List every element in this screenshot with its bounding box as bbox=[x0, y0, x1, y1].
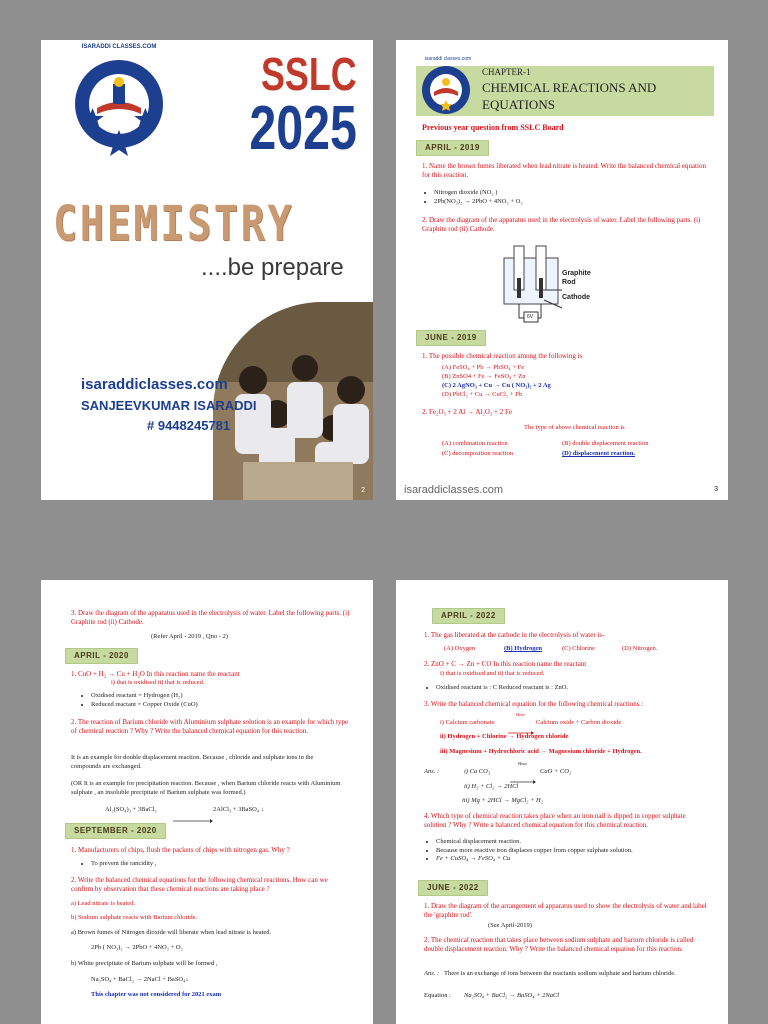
option-c: (C) Chlorine bbox=[562, 645, 596, 652]
reaction-ii: ii) Hydrogen + Chlorine → Hydrogen chloride bbox=[440, 733, 569, 740]
reaction-option-d-correct: (D) displacement reaction. bbox=[562, 450, 635, 457]
answer-item: • Reduced reactant = Copper Oxide (CuO) bbox=[91, 701, 351, 710]
question: 1. Draw the diagram of the arrangement of apparatus used to show the electrolysis of water and label the 'graphite rod'. bbox=[424, 902, 707, 919]
answer-list bbox=[77, 860, 156, 869]
answer-item: • To prevent the rancidity , bbox=[91, 860, 156, 869]
answer-item: • Fe + CuSO₄ → FeSO₄ + Cu bbox=[436, 855, 726, 864]
question: 4. Which type of chemical reaction takes place when an iron nail is dipped in copper sulphate solution ? Why ? Write a balanced chemical equation for this chemical reaction. bbox=[424, 812, 686, 829]
cover-page bbox=[41, 40, 373, 500]
option-d: (D) Nitrogen. bbox=[622, 645, 658, 652]
option-b-correct: (B) Hydrogen bbox=[504, 645, 542, 652]
label-cathode: Cathode bbox=[562, 294, 590, 301]
answer-item: • Oxidised reactant = Hydrogen (H₂) bbox=[91, 692, 351, 701]
arrow-icon bbox=[510, 771, 536, 775]
reference: (Refer April - 2019 , Qno - 2) bbox=[151, 633, 228, 640]
option-a: (A) FeSO₄ + Pb → PbSO₄ + Fe bbox=[442, 364, 525, 371]
answer-item: • 2Pb(NO₃)₂ → 2PbO + 4NO₂ + O₂ bbox=[434, 198, 704, 207]
question: 3. Write the balanced chemical equation for the following chemical reactions : bbox=[424, 700, 644, 708]
isaraddi-logo bbox=[69, 56, 169, 156]
option-a: (A) Oxygen bbox=[444, 645, 476, 652]
label-rod: Rod bbox=[562, 279, 576, 286]
answer-i-right: CaO + CO₂ bbox=[540, 768, 572, 775]
tagline: ....be prepare bbox=[201, 254, 344, 281]
subject-title: CHEMISTRY bbox=[53, 196, 295, 252]
reaction-i: i) Calcium carbonate bbox=[440, 719, 495, 726]
label-6v: 6V bbox=[527, 314, 534, 320]
question: 2. The chemical reaction that takes place between sodium sulphate and barium chloride is called double displacement reaction. Why ? Write the balanced chemical equation for this reaction. bbox=[424, 936, 694, 953]
questions-page-4 bbox=[41, 580, 373, 1024]
label-graphite: Graphite bbox=[562, 270, 591, 277]
question: 1. CuO + H₂ → Cu + H₂O In this reaction name the reactant bbox=[71, 670, 240, 678]
exam-title: SSLC bbox=[261, 48, 357, 100]
question: 2. Draw the diagram of the apparatus used in the electrolysis of water. Label the following parts. (i) Graphite rod (ii) Cathode. bbox=[422, 216, 701, 233]
electrolysis-diagram bbox=[500, 242, 620, 332]
question: 1. The gas liberated at the cathode in the electrolysis of water is- bbox=[424, 631, 605, 639]
chapter-title-2: EQUATIONS bbox=[482, 97, 555, 112]
chapter-title-1: CHEMICAL REACTIONS AND bbox=[482, 80, 657, 95]
option-c-correct: (C) 2 AgNO₃ + Cu → Cu ( NO₃)₂ + 2 Ag bbox=[442, 382, 551, 389]
section-june-2019: JUNE - 2019 bbox=[416, 330, 486, 346]
reaction-option-b: (B) double displacement reaction bbox=[562, 440, 649, 447]
answer-list bbox=[77, 692, 351, 709]
question: 2. The reaction of Barium chloride with Aluminium sulphate solution is an example for which type of chemical reaction ? Why ? Write the balanced chemical equation for this reaction. bbox=[71, 718, 349, 735]
answer-iii: iii) Mg + 2HCl → MgCl₂ + H₂ bbox=[462, 797, 543, 804]
exam-note: This chapter was not considered for 2021 exam bbox=[91, 991, 222, 998]
footer-website: isaraddiclasses.com bbox=[404, 484, 504, 496]
heat-label: Heat bbox=[516, 712, 525, 717]
answer-item: • Chemical displacement reaction. bbox=[436, 838, 726, 847]
question-sub: a) Lead nitrate is heated. bbox=[71, 900, 136, 907]
answer-item: • Nitrogen dioxide (NO₂ ) bbox=[434, 189, 704, 198]
reference: (See April-2019) bbox=[488, 922, 532, 929]
answer-label: Ans. : bbox=[424, 970, 440, 977]
logo-arc-text: ISARADDI CLASSES.COM bbox=[81, 44, 157, 50]
question-sub: i) that is oxidised ii) that is reduced. bbox=[111, 679, 205, 686]
answer-i-left: i) Ca CO₃ bbox=[464, 768, 491, 775]
heat-label: Heat bbox=[518, 761, 527, 766]
section-april-2019: APRIL - 2019 bbox=[416, 140, 489, 156]
cover-author: SANJEEVKUMAR ISARADDI bbox=[81, 398, 257, 413]
small-logo-text: isaraddi classes.com bbox=[424, 56, 472, 62]
answer: It is an example for double displacement reaction. Because , chloride and sulphate ions in the compounds are exchanged. bbox=[71, 754, 314, 770]
answer-ii: ii) H₂ + Cl₂ → 2HCl bbox=[464, 783, 519, 790]
questions-page-5 bbox=[396, 580, 728, 1024]
answer-list bbox=[422, 838, 726, 864]
cover-phone: # 9448245781 bbox=[147, 418, 231, 433]
option-d: (D) PbCl₂ + Cu → CuCl₂ + Pb bbox=[442, 391, 522, 398]
question-sub: i) that is oxidised and ii) that is reduced. bbox=[440, 670, 545, 677]
question: 2. Fe₂O₃ + 2 Al → Al₂O₃ + 2 Fe bbox=[422, 408, 512, 416]
question: 1. Manufacturers of chips, flush the packets of chips with nitrogen gas. Why ? bbox=[71, 846, 290, 854]
equation-label: Equation : bbox=[424, 992, 451, 999]
question: 3. Draw the diagram of the apparatus used in the electrolysis of water. Label the following parts. (i) Graphite rod (ii) Cathode. bbox=[71, 609, 350, 626]
arrow-icon bbox=[173, 810, 213, 814]
section-june-2022: JUNE - 2022 bbox=[418, 880, 488, 896]
option-b: (B) ZnSO4 + Fe → FeSO₄ + Zn bbox=[442, 373, 526, 380]
small-logo bbox=[420, 64, 472, 116]
year-title: 2025 bbox=[249, 94, 357, 163]
answer: b) White precipitate of Barium sulphate will be formed , bbox=[71, 960, 218, 967]
question: 1. The possible chemical reaction among the following is bbox=[422, 352, 583, 360]
page-number: 2 bbox=[361, 487, 365, 494]
answer: There is an exchange of ions between the reactants sodium sulphate and barium chloride. bbox=[444, 970, 676, 977]
reaction-option-c: (C) decomposition reaction bbox=[442, 450, 514, 457]
answer-item: • Oxidised reactant is : C Reduced reactant is : ZnO. bbox=[436, 684, 568, 693]
answer-label: Ans. : bbox=[424, 768, 440, 775]
section-april-2020: APRIL - 2020 bbox=[65, 648, 138, 664]
answer: a) Brown fumes of Nitrogen dioxide will liberate when lead nitrate is heated. bbox=[71, 929, 272, 936]
answer-equation: Na₂SO₄ + BaCl₂ → 2NaCl + BaSO₄↓ bbox=[91, 976, 189, 983]
reaction-i-products: Calcium oxide + Carbon dioxide bbox=[536, 719, 622, 726]
arrow-icon bbox=[508, 722, 534, 726]
equation: Na₂SO₄ + BaCl₂ → BaSO₄ + 2NaCl bbox=[464, 992, 560, 999]
section-september-2020: SEPTEMBER - 2020 bbox=[65, 823, 166, 839]
answer-equation: 2Pb ( NO₃)₂ → 2PbO + 4NO₂ + O₂ bbox=[91, 944, 183, 951]
answer: (OR It is an example for precipitation reaction. Because , when Barium chloride reacts with Aluminium sulphate , an insoluble precipitate of Barium sulphate was formed.) bbox=[71, 780, 341, 796]
answer-item: • Because more reactive iron displaces copper from copper sulphate solution. bbox=[436, 847, 726, 856]
equation-left: Al₂(SO₄)₃ + 3BaCl₂ bbox=[105, 806, 157, 813]
chapter-label: CHAPTER-1 bbox=[482, 67, 531, 77]
question-sub: b) Sodium sulphate reacts with Barium chloride. bbox=[71, 914, 198, 921]
answer-list bbox=[420, 189, 704, 206]
subtitle: Previous year question from SSLC Board bbox=[422, 123, 564, 132]
question: 2. ZnO + C → Zn + CO In this reaction name the reactant bbox=[424, 660, 587, 668]
reaction-option-a: (A) combination reaction bbox=[442, 440, 508, 447]
page-number: 3 bbox=[714, 486, 718, 493]
reaction-iii: iii) Magnesium + Hydrochloric acid → Magnesium chloride + Hydrogen. bbox=[440, 748, 642, 755]
section-april-2022: APRIL - 2022 bbox=[432, 608, 505, 624]
question: 2. Write the balanced chemical equations for the following chemical reactions. How can we confirm by observation that these chemical reactions are taking place ? bbox=[71, 876, 328, 893]
equation-right: 2AlCl₃ + 3BaSO₄ ↓ bbox=[213, 806, 264, 813]
chapter-page bbox=[396, 40, 728, 500]
answer-list bbox=[422, 684, 568, 693]
question: 1. Name the brown fumes liberated when lead nitrate is heated. Write the balanced chemical equation for this reaction. bbox=[422, 162, 706, 179]
cover-website: isaraddiclasses.com bbox=[81, 376, 228, 393]
question-sub: The type of above chemical reaction is bbox=[524, 424, 625, 431]
